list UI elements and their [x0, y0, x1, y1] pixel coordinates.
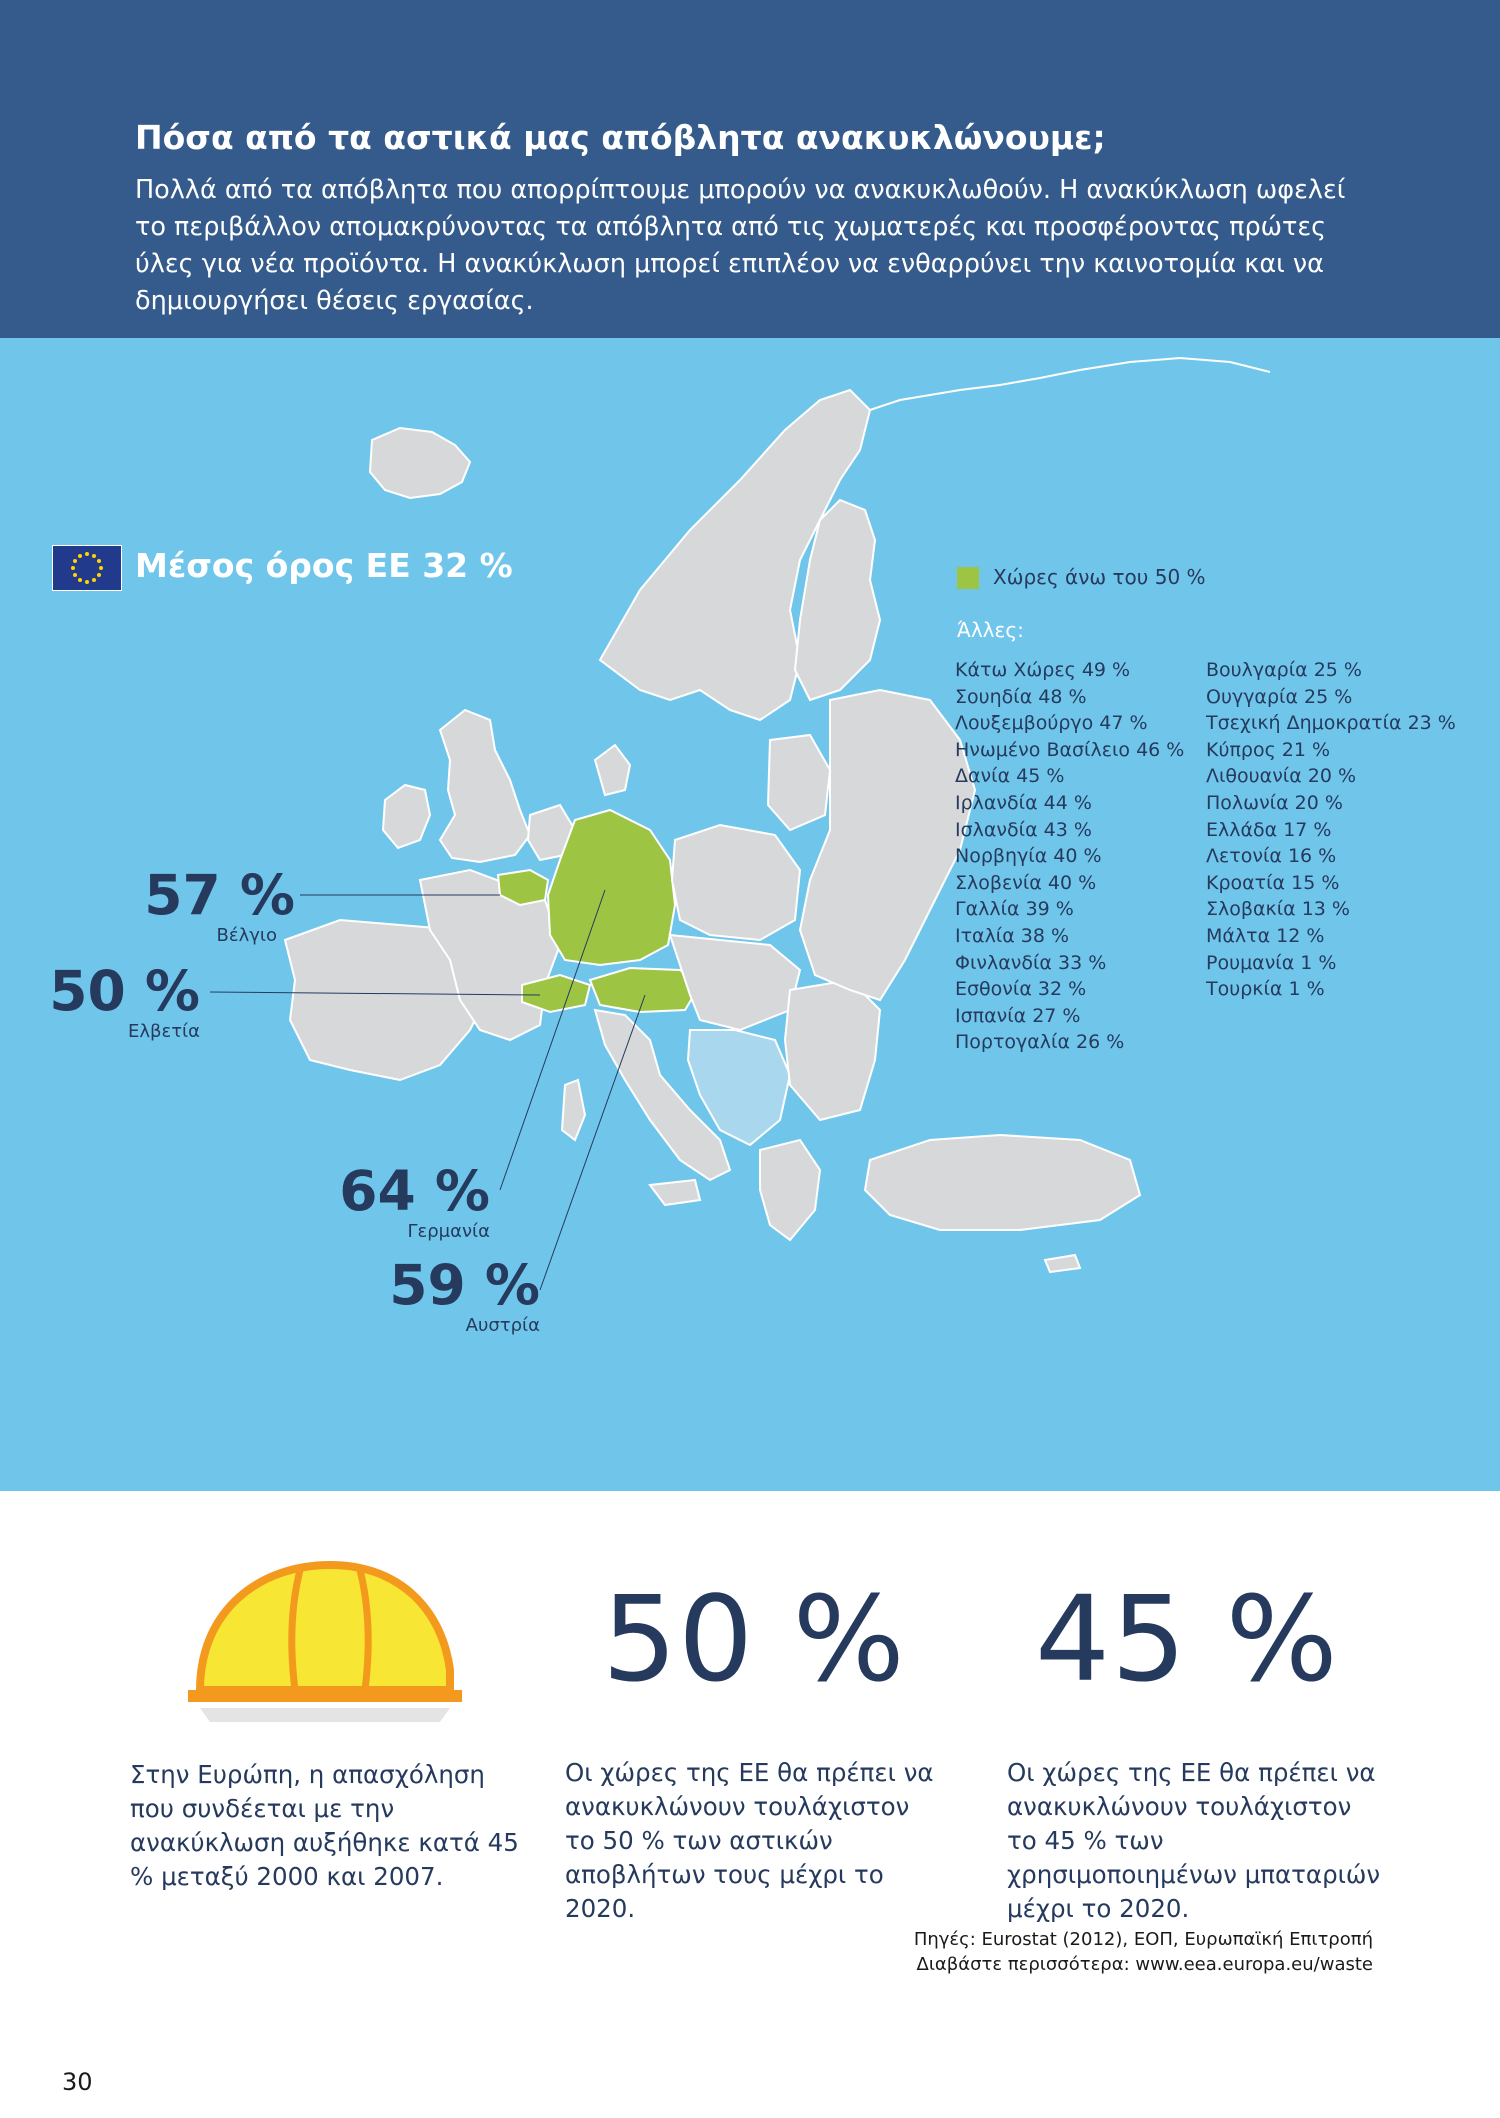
list-item: Τουρκία 1 % [1206, 978, 1325, 1001]
list-item: Λετονία 16 % [1206, 845, 1337, 868]
legend-label: Χώρες άνω του 50 % [993, 565, 1206, 589]
list-item: Εσθονία 32 % [955, 978, 1087, 1001]
eu-flag-icon [52, 545, 122, 591]
switzerland-percent: 50 % [49, 959, 200, 1023]
greece-shape [760, 1140, 820, 1240]
list-item: Βουλγαρία 25 % [1206, 659, 1362, 681]
others-list-col2 [1206, 657, 1456, 1003]
list-item: Πορτογαλία 26 % [955, 1031, 1125, 1054]
eastern-europe-shape [800, 690, 975, 1000]
list-item: Γαλλία 39 % [955, 898, 1074, 921]
list-item: Ισλανδία 43 % [955, 818, 1092, 841]
austria-callout [370, 1253, 540, 1336]
sicily-shape [650, 1180, 700, 1205]
page-title: Πόσα από τα αστικά μας απόβλητα ανακυκλώνουμε; [135, 118, 1106, 157]
list-item: Κροατία 15 % [1206, 871, 1340, 894]
list-item: Ιταλία 38 % [955, 924, 1070, 947]
sources-line: Πηγές: Eurostat (2012), ΕΟΠ, Ευρωπαϊκή Επιτροπή [913, 1929, 1373, 1950]
belgium-callout [130, 863, 295, 946]
eu-average: Μέσος όρος ΕΕ 32 % [135, 546, 513, 585]
list-item: Κύπρος 21 % [1206, 738, 1331, 761]
list-item: Ρουμανία 1 % [1206, 951, 1337, 974]
turkey-shape [865, 1135, 1140, 1230]
list-item: Νορβηγία 40 % [955, 845, 1102, 868]
list-item: Σλοβακία 13 % [1206, 898, 1350, 921]
list-item: Πολωνία 20 % [1206, 791, 1343, 814]
romania-bulgaria-shape [785, 980, 880, 1120]
batteries-target-value: 45 % [1035, 1570, 1339, 1708]
belgium-percent: 57 % [144, 863, 295, 927]
sardinia-shape [562, 1080, 585, 1140]
cyprus-shape [1045, 1255, 1080, 1272]
list-item: Λιθουανία 20 % [1206, 765, 1357, 788]
page-number: 30 [62, 2068, 93, 2096]
list-item: Ουγγαρία 25 % [1206, 685, 1353, 708]
list-item: Λουξεμβούργο 47 % [955, 712, 1148, 735]
list-item: Μάλτα 12 % [1206, 924, 1325, 947]
list-item: Τσεχική Δημοκρατία 23 % [1206, 712, 1456, 735]
list-item: Ηνωμένο Βασίλειο 46 % [955, 738, 1185, 761]
others-list-col1 [955, 657, 1184, 1056]
municipal-target-text: Οι χώρες της ΕΕ θα πρέπει να ανακυκλώνουν τουλάχιστον το 50 % των αστικών αποβλήτων τους μέχρι το 2020. [565, 1758, 934, 1923]
russia-outline [870, 358, 1270, 410]
central-europe-shape [670, 935, 800, 1030]
list-item: Σουηδία 48 % [955, 685, 1087, 708]
poland-shape [672, 825, 800, 940]
others-title: Άλλες: [957, 618, 1024, 642]
sources [914, 1927, 1373, 1977]
germany-callout [320, 1159, 490, 1242]
denmark-shape [595, 745, 630, 795]
list-item: Ιρλανδία 44 % [955, 791, 1092, 814]
intro-text: Πολλά από τα απόβλητα που απορρίπτουμε μπορούν να ανακυκλωθούν. Η ανακύκλωση ωφελεί το περιβάλλον απομακρύνοντας τα απόβλητα από τις χωματερές και προσφέροντας πρώτες ύλες για νέα προϊόντα. Η ανακύκλωση μπορεί επιπλέον να ενθαρρύνει την καινοτομία και να δημιουργήσει θέσεις εργασίας. [135, 175, 1346, 316]
iceland-shape [370, 428, 470, 498]
list-item: Ισπανία 27 % [955, 1004, 1081, 1027]
hard-hat-icon [180, 1550, 470, 1730]
batteries-target-text: Οι χώρες της ΕΕ θα πρέπει να ανακυκλώνουν τουλάχιστον το 45 % των χρησιμοποιημένων μπαταριών μέχρι το 2020. [1007, 1758, 1381, 1923]
austria-label: Αυστρία [465, 1315, 540, 1336]
list-item: Ελλάδα 17 % [1206, 818, 1332, 841]
austria-percent: 59 % [389, 1253, 540, 1317]
switzerland-label: Ελβετία [127, 1021, 200, 1042]
jobs-text: Στην Ευρώπη, η απασχόληση που συνδέεται με την ανακύκλωση αυξήθηκε κατά 45 % μεταξύ 2000 και 2007. [130, 1760, 519, 1891]
britain-shape [440, 710, 530, 862]
belgium-label: Βέλγιο [216, 925, 277, 946]
list-item: Κάτω Χώρες 49 % [955, 659, 1131, 681]
germany-label: Γερμανία [407, 1221, 490, 1242]
legend-swatch [957, 567, 979, 589]
switzerland-callout [30, 959, 200, 1042]
austria-leader-line [540, 995, 645, 1290]
list-item: Φινλανδία 33 % [955, 951, 1107, 974]
ireland-shape [383, 785, 430, 848]
list-item: Σλοβενία 40 % [955, 871, 1097, 894]
germany-percent: 64 % [339, 1159, 490, 1223]
list-item: Δανία 45 % [955, 765, 1065, 788]
municipal-target-value: 50 % [602, 1570, 906, 1708]
baltics-shape [768, 735, 830, 830]
read-more-line: Διαβάστε περισσότερα: www.eea.europa.eu/waste [916, 1954, 1373, 1975]
